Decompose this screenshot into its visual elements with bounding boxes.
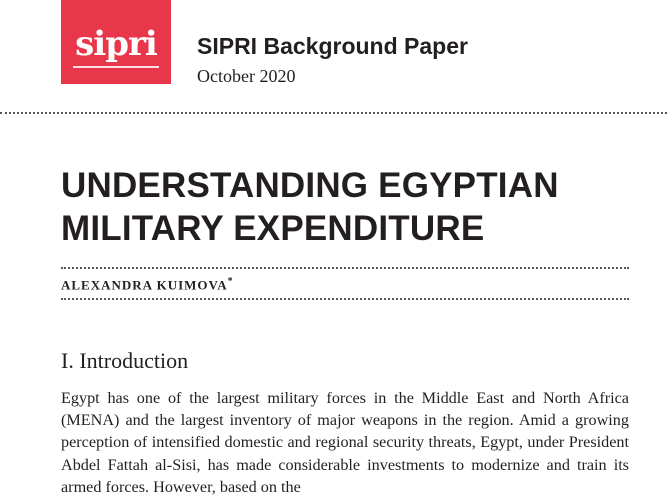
page-title — [61, 164, 641, 250]
author-footnote-marker[interactable]: * — [227, 276, 233, 287]
logo-underline — [73, 66, 159, 68]
title-divider — [61, 267, 629, 269]
author-divider — [61, 298, 629, 300]
section-heading: I. Introduction — [61, 348, 189, 373]
sipri-logo — [61, 0, 171, 84]
author-name: ALEXANDRA KUIMOVA — [61, 277, 228, 293]
body-paragraph: Egypt has one of the largest military forces in the Middle East and North Africa (MENA) and the largest inventory of major weapons in the region. Amid a growing perception of intensified domestic and regional security threats, Egypt, under President Abdel Fattah al-Sisi, has made considerable investments to modernize and train its armed forces. However, based on the — [61, 389, 629, 496]
author-byline — [61, 276, 233, 293]
title-line-2: MILITARY EXPENDITURE — [61, 209, 485, 248]
header-divider — [0, 112, 667, 114]
title-line-1: UNDERSTANDING EGYPTIAN — [61, 166, 559, 205]
publication-date: October 2020 — [197, 66, 296, 86]
logo-text: sipri — [75, 24, 157, 64]
series-title: SIPRI Background Paper — [197, 33, 468, 59]
